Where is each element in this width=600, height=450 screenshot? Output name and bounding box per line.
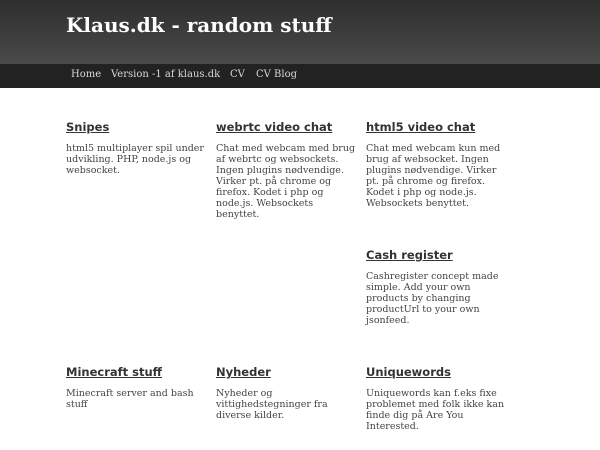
project-block-nyheder	[216, 365, 356, 421]
project-title-minecraft-stuff[interactable]: Minecraft stuff	[66, 365, 162, 379]
nav-item-cv[interactable]: CV	[230, 69, 245, 80]
project-description-webrtc-video-chat: Chat med webcam med brug af webrtc og websockets. Ingen plugins nødvendige. Virker pt. på chrome og firefox. Kodet i php og node.js. Websockets benyttet.	[216, 143, 356, 220]
project-block-uniquewords	[366, 365, 506, 432]
project-block-minecraft-stuff	[66, 365, 206, 410]
project-block-webrtc-video-chat	[216, 120, 356, 220]
project-description-nyheder: Nyheder og vittighedstegninger fra diverse kilder.	[216, 388, 328, 421]
project-title-webrtc-video-chat[interactable]: webrtc video chat	[216, 120, 333, 134]
project-description-cash-register: Cashregister concept made simple. Add your own products by changing productUrl to your own jsonfeed.	[366, 271, 499, 326]
project-block-html5-video-chat	[366, 120, 506, 209]
nav-item-home[interactable]: Home	[71, 69, 102, 80]
project-title-uniquewords[interactable]: Uniquewords	[366, 365, 451, 379]
project-title-snipes[interactable]: Snipes	[66, 120, 110, 134]
nav-item-cv-blog[interactable]: CV Blog	[256, 69, 298, 80]
site-header	[0, 0, 600, 64]
project-title-html5-video-chat[interactable]: html5 video chat	[366, 120, 476, 134]
project-description-uniquewords: Uniquewords kan f.eks fixe problemet med folk ikke kan finde dig på Are You Interested.	[366, 388, 505, 432]
site-title[interactable]: Klaus.dk - random stuff	[66, 13, 332, 37]
project-description-snipes: html5 multiplayer spil under udvikling. PHP, node.js og websocket.	[66, 143, 204, 176]
project-description-html5-video-chat: Chat med webcam kun med brug af websocket. Ingen plugins nødvendige. Virker pt. på chrome og firefox. Kodet i php og node.js. Websockets benyttet.	[366, 143, 501, 209]
project-block-snipes	[66, 120, 206, 176]
project-title-nyheder[interactable]: Nyheder	[216, 365, 271, 379]
project-block-cash-register	[366, 248, 506, 326]
project-title-cash-register[interactable]: Cash register	[366, 248, 453, 262]
project-description-minecraft-stuff: Minecraft server and bash stuff	[66, 388, 194, 410]
nav-item-version-1[interactable]: Version -1 af klaus.dk	[111, 69, 221, 80]
main-navigation	[0, 64, 600, 88]
